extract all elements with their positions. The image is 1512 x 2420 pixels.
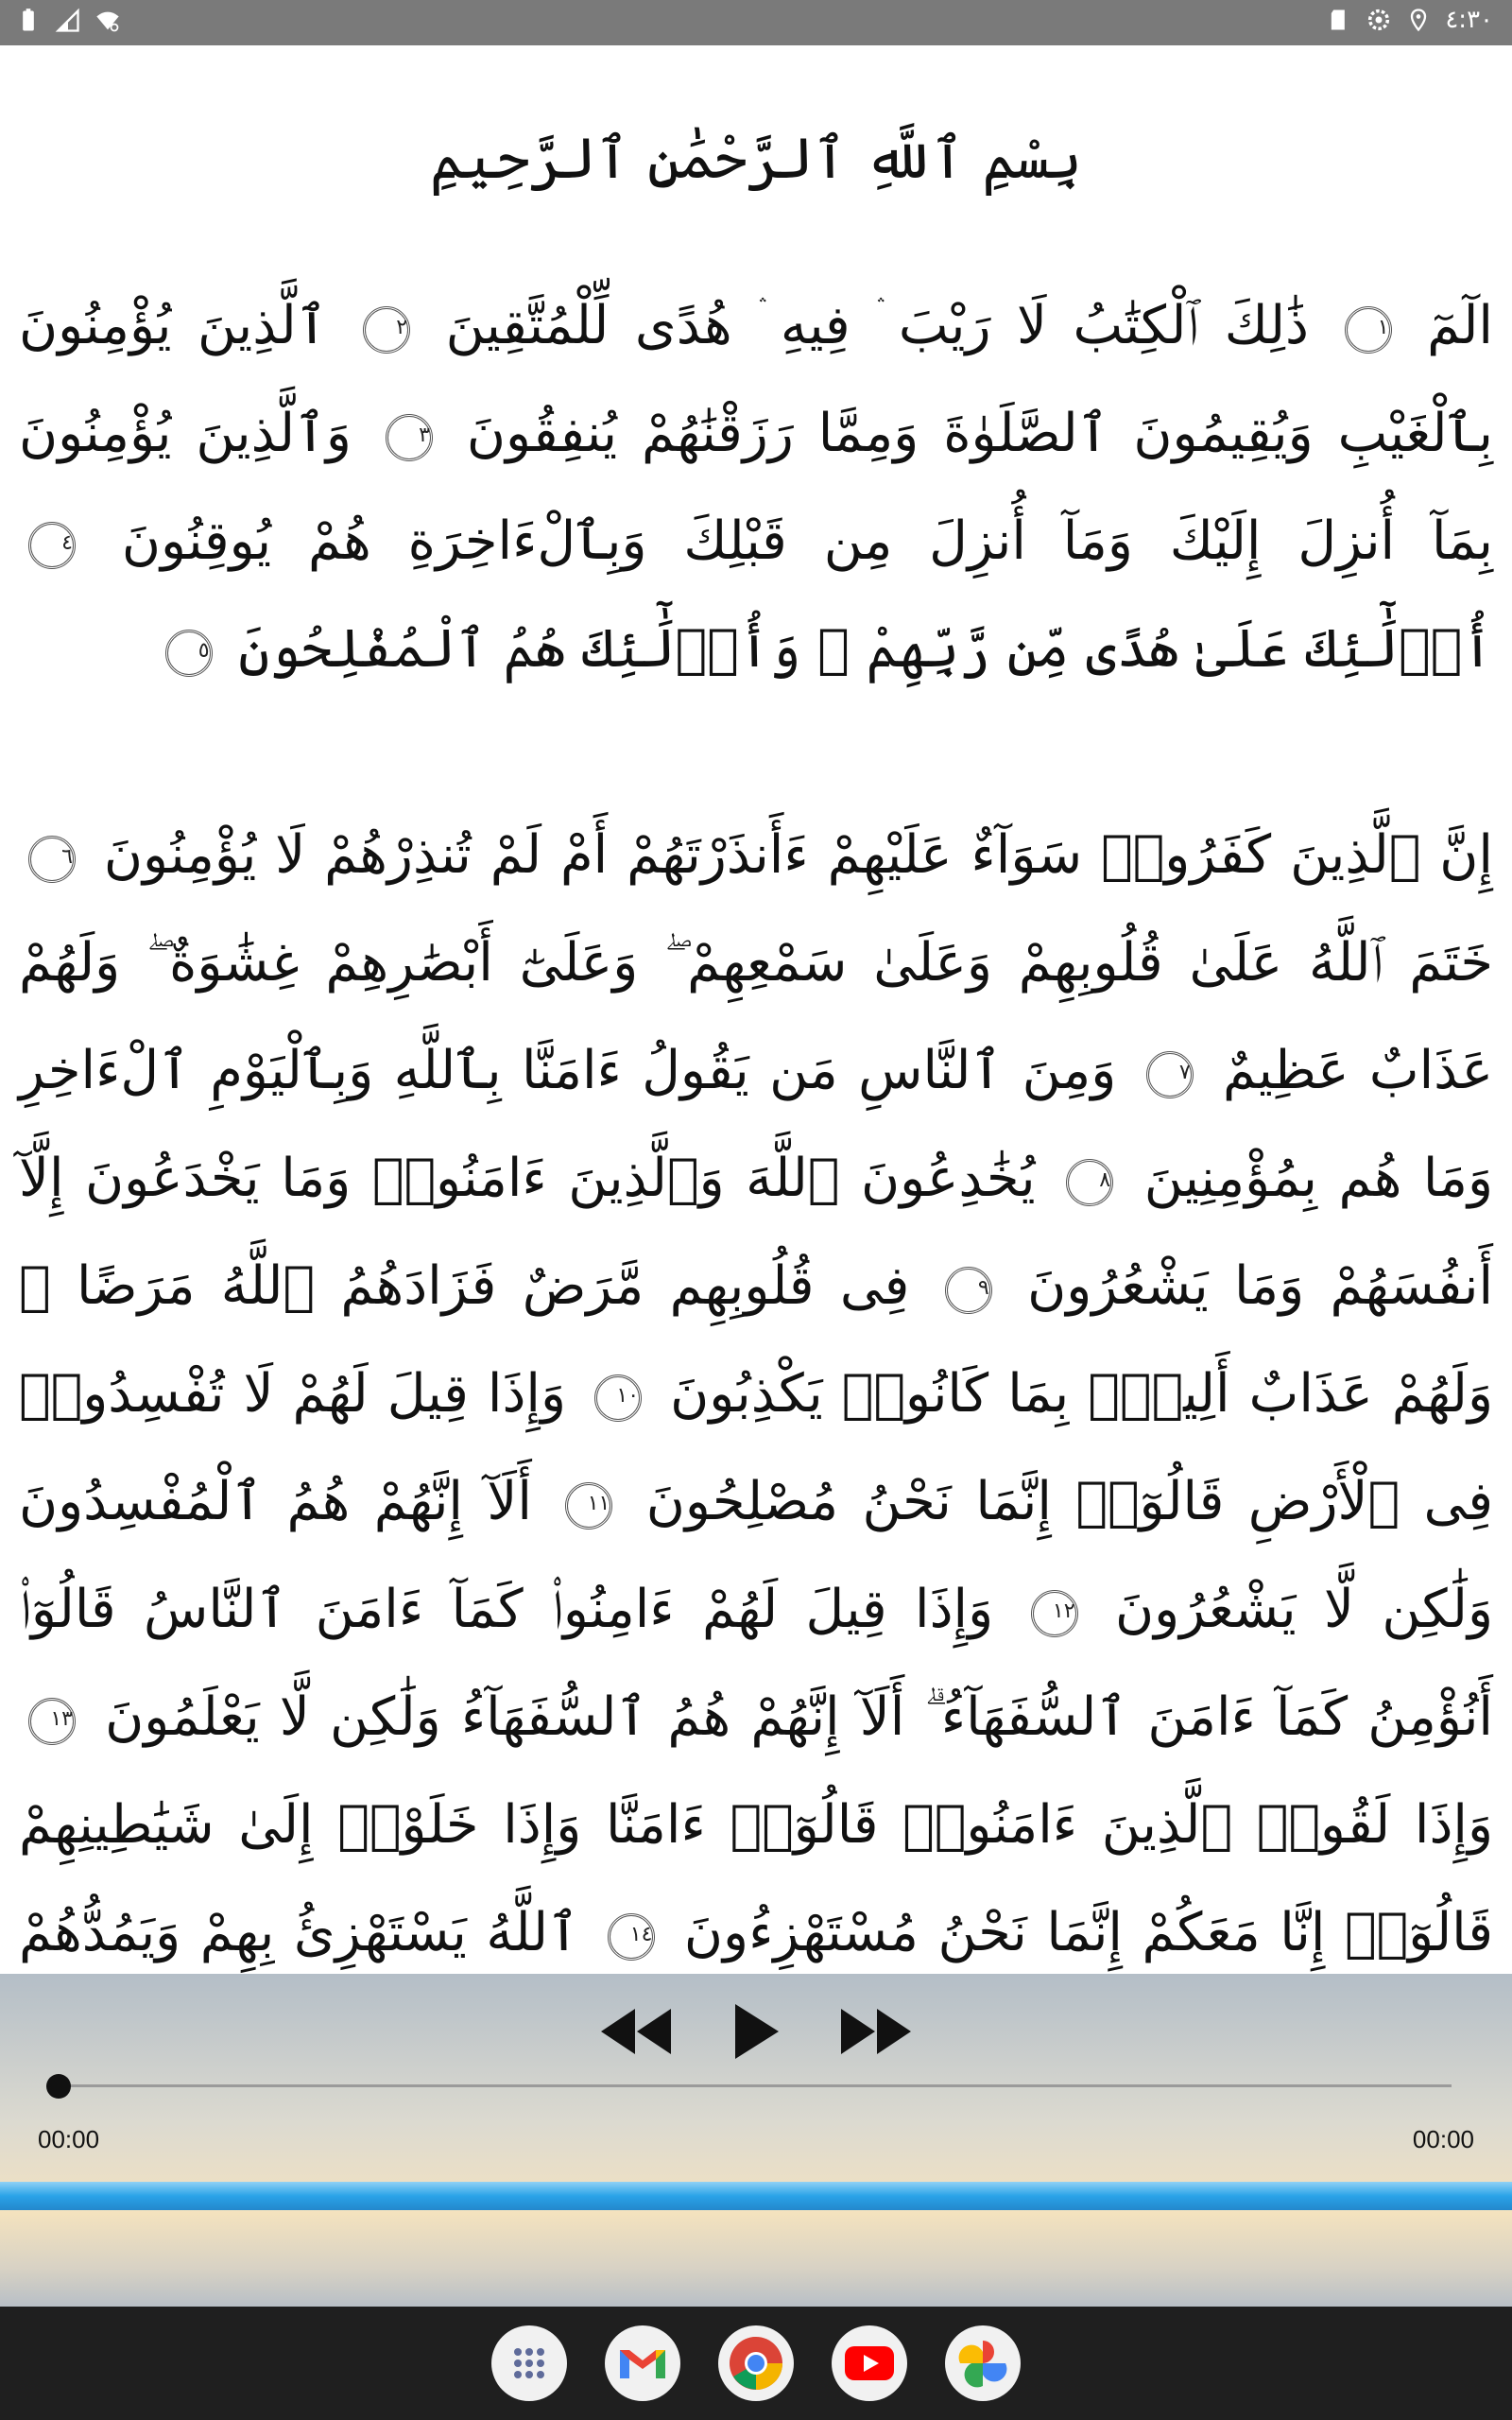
player-controls [0,1991,1512,2076]
photos-icon [956,2337,1009,2390]
app-drawer-button[interactable] [491,2325,567,2401]
current-time: 00:00 [38,2125,100,2153]
battery-icon [15,8,42,34]
seek-thumb[interactable] [46,2074,71,2099]
play-icon [730,2000,782,2063]
fast-forward-button[interactable] [839,2003,913,2064]
ayah-text[interactable]: وَإِذَا لَقُوا۟ ٱلَّذِينَ ءَامَنُوا۟ قَالُوٓا۟ ءَامَنَّا وَإِذَا خَلَوْا۟ إِلَىٰ شَيَٰطِينِهِمْ قَالُوٓا۟ إِنَّا مَعَكُمْ إِنَّمَا نَحْنُ مُسْتَهْزِءُونَ [19,1794,1493,1963]
ayah-text[interactable]: وَإِذَا قِيلَ لَهُمْ ءَامِنُوا۟ كَمَآ ءَامَنَ ٱلنَّاسُ قَالُوٓا۟ أَنُؤْمِنُ كَمَآ ءَامَنَ ٱلسُّفَهَآءُ ۗ أَلَآ إِنَّهُمْ هُمُ ٱلسُّفَهَآءُ وَلَٰكِن لَّا يَعْلَمُونَ [19,1579,1493,1748]
location-icon [1405,7,1432,33]
audio-player [0,1974,1512,2307]
ayah-number-marker: ٢ [363,306,410,354]
photos-button[interactable] [945,2325,1021,2401]
ayah-number-marker: ١ [1345,306,1392,354]
total-time: 00:00 [1412,2125,1474,2153]
player-lower-panel [0,2210,1512,2307]
passage-1 [19,272,1493,703]
quran-reader[interactable] [0,45,1512,1974]
ayah-text[interactable]: خَتَمَ ٱللَّهُ عَلَىٰ قُلُوبِهِمْ وَعَلَىٰ سَمْعِهِمْ ۖ وَعَلَىٰٓ أَبْصَٰرِهِمْ غِشَٰوَةٌ ۖ وَلَهُمْ عَذَابٌ عَظِيمٌ [19,932,1493,1101]
ayah-number-marker: ٩ [945,1267,992,1314]
ayah-number-marker: ١٣ [28,1698,76,1745]
wifi-icon [94,8,121,34]
ayah-text[interactable]: وَٱلَّذِينَ يُؤْمِنُونَ بِمَآ أُنزِلَ إِلَيْكَ وَمَآ أُنزِلَ مِن قَبْلِكَ وَبِٱلْءَاخِرَةِ هُمْ يُوقِنُونَ [19,403,1493,572]
ayah-number-marker: ١٤ [608,1913,655,1961]
ayah-number-marker: ٣ [386,414,433,461]
chrome-icon [728,2335,784,2392]
ayah-text[interactable]: إِنَّ ٱلَّذِينَ كَفَرُوا۟ سَوَآءٌ عَلَيْهِمْ ءَأَنذَرْتَهُمْ أَمْ لَمْ تُنذِرْهُمْ لَا يُؤْمِنُونَ [103,824,1493,886]
ayah-text[interactable]: ٱلَّذِينَ يُؤْمِنُونَ بِٱلْغَيْبِ وَيُقِيمُونَ ٱلصَّلَوٰةَ وَمِمَّا رَزَقْنَٰهُمْ يُنفِقُونَ [19,295,1493,464]
ayah-text[interactable]: فِى قُلُوبِهِم مَّرَضٌ فَزَادَهُمُ ٱللَّهُ مَرَضًا ۖ وَلَهُمْ عَذَابٌ أَلِيمٌۢ بِمَا كَانُوا۟ يَكْذِبُونَ [19,1255,1493,1425]
status-time: ٤:٣٠ [1445,6,1493,34]
chrome-button[interactable] [718,2325,794,2401]
ayah-text[interactable]: وَمِنَ ٱلنَّاسِ مَن يَقُولُ ءَامَنَّا بِٱللَّهِ وَبِٱلْيَوْمِ ٱلْءَاخِرِ وَمَا هُم بِمُؤْمِنِينَ [19,1040,1493,1209]
sd-card-icon [1326,7,1352,33]
ayah-text[interactable]: الٓمٓ [1427,295,1493,356]
ayah-number-marker: ٦ [28,836,76,883]
ayah-text[interactable]: وَإِذَا قِيلَ لَهُمْ لَا تُفْسِدُوا۟ فِى ٱلْأَرْضِ قَالُوٓا۟ إِنَّمَا نَحْنُ مُصْلِحُونَ [19,1363,1493,1532]
basmala: بِسْمِ ٱللَّهِ ٱلرَّحْمَٰنِ ٱلرَّحِيمِ [429,126,1083,192]
ayah-number-marker: ٥ [165,630,213,677]
fast-forward-icon [839,2003,913,2060]
player-accent-band [0,2182,1512,2210]
ayah-text[interactable]: يُخَٰدِعُونَ ٱللَّهَ وَٱلَّذِينَ ءَامَنُوا۟ وَمَا يَخْدَعُونَ إِلَّآ أَنفُسَهُمْ وَمَا يَشْعُرُونَ [19,1148,1493,1317]
ayah-text[interactable]: أُو۟لَٰٓئِكَ عَلَىٰ هُدًى مِّن رَّبِّهِمْ ۖ وَأُو۟لَٰٓئِكَ هُمُ ٱلْمُفْلِحُونَ [238,618,1493,680]
ayah-number-marker: ١٢ [1031,1590,1078,1637]
app-drawer-icon [510,2344,548,2382]
ayah-text[interactable]: أَلَآ إِنَّهُمْ هُمُ ٱلْمُفْسِدُونَ وَلَٰكِن لَّا يَشْعُرُونَ [19,1471,1493,1640]
youtube-icon [843,2344,896,2382]
status-bar [0,0,1512,45]
youtube-button[interactable] [832,2325,907,2401]
settings-icon [1366,7,1392,33]
signal-icon [55,8,81,34]
ayah-number-marker: ١٠ [594,1374,642,1422]
passage-2 [19,802,1493,1974]
play-button[interactable] [730,2000,782,2066]
ayah-text[interactable]: ٱللَّهُ يَسْتَهْزِئُ بِهِمْ وَيَمُدُّهُمْ [19,1902,579,1963]
ayah-number-marker: ٨ [1066,1159,1113,1206]
rewind-button[interactable] [599,2003,673,2064]
ayah-number-marker: ٤ [28,522,76,569]
gmail-button[interactable] [605,2325,680,2401]
ayah-text[interactable]: ذَٰلِكَ ٱلْكِتَٰبُ لَا رَيْبَ ۛ فِيهِ ۛ هُدًى لِّلْمُتَّقِينَ [445,295,1309,356]
app-dock [0,2307,1512,2420]
ayah-number-marker: ٧ [1146,1051,1194,1098]
ayah-number-marker: ١١ [565,1482,612,1530]
seek-bar[interactable] [59,2084,1452,2087]
gmail-icon [618,2344,667,2382]
rewind-icon [599,2003,673,2060]
